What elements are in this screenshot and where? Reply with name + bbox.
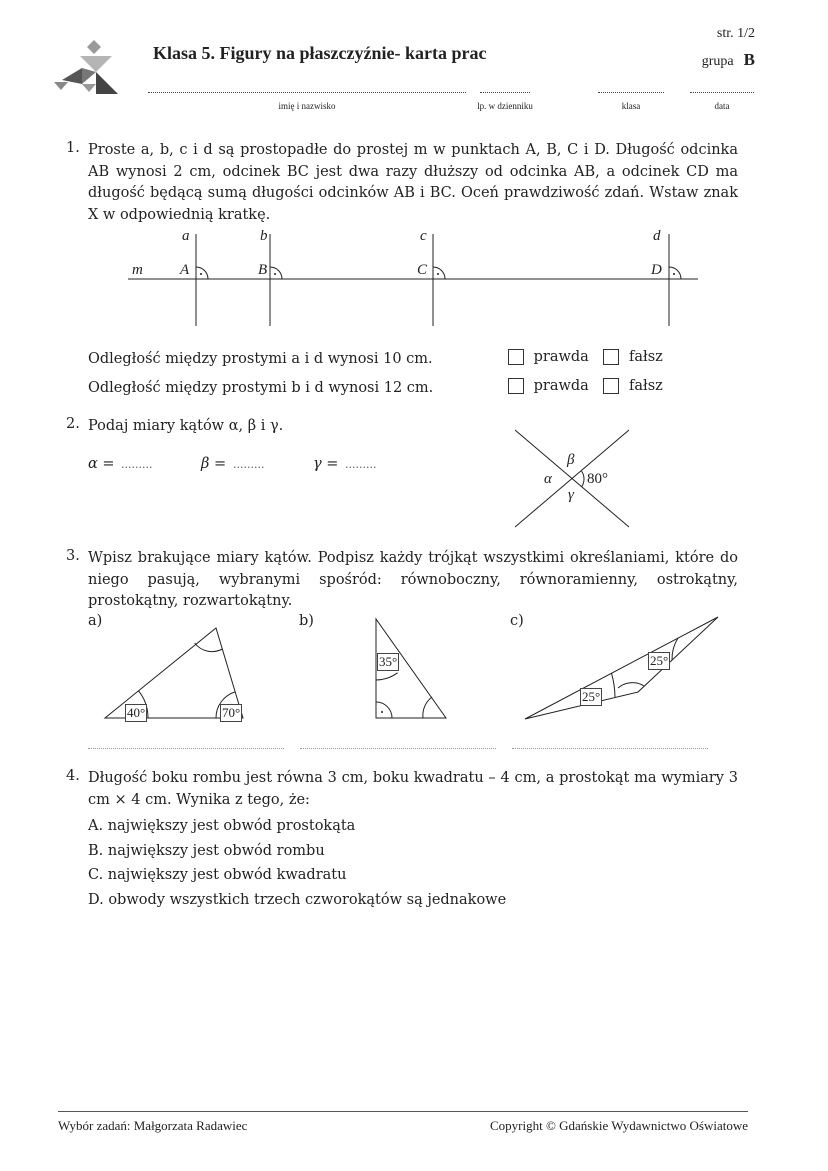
task4-number: 4. <box>66 768 80 784</box>
date-field-line[interactable] <box>690 92 754 93</box>
task4-text: Długość boku rombu jest równa 3 cm, boku kwadratu – 4 cm, a prostokąt ma wymiary 3 cm × 4 cm. Wynika z tego, że: <box>88 770 738 808</box>
triangle-c-angle-25-right: 25° <box>650 653 669 668</box>
triangle-c-angle-25-left: 25° <box>582 689 601 704</box>
triangle-b-label: b) <box>299 613 314 629</box>
task1-statement-2: Odległość między prostymi b i d wynosi 12 cm. <box>88 380 434 396</box>
task1-text: Proste a, b, c i d są prostopadłe do prostej m w punktach A, B, C i D. Długość odcinka AB wynosi 2 cm, odcinek BC jest dwa razy dłuższy od odcinka AB, a odcinek CD ma długość będącą sumą długości odcinków AB i BC. Oceń prawdziwość zdań. Wstaw znak X w odpowiednią kratkę. <box>88 142 738 223</box>
line-m-label: m <box>132 262 143 278</box>
task4-option-b[interactable]: B. największy jest obwód rombu <box>88 843 325 859</box>
line-d-label: d <box>653 228 661 244</box>
statement-1-false-checkbox[interactable] <box>603 349 619 365</box>
task1-statement-1: Odległość między prostymi a i d wynosi 10 cm. <box>88 351 433 367</box>
statement-1-true-checkbox[interactable] <box>508 349 524 365</box>
point-a-label: A <box>180 262 190 278</box>
task2-text: Podaj miary kątów α, β i γ. <box>88 418 284 434</box>
statement-1-false-label: fałsz <box>629 349 663 365</box>
task4-option-a[interactable]: A. największy jest obwód prostokąta <box>88 818 356 834</box>
beta-label: β <box>567 452 575 468</box>
line-c-label: c <box>420 228 427 244</box>
statement-2-false-checkbox[interactable] <box>603 378 619 394</box>
gamma-answer-blank[interactable]: ......... <box>345 458 377 471</box>
statement-2-true-label: prawda <box>533 378 589 394</box>
triangle-a-angle-40: 40° <box>127 705 146 720</box>
triangle-a-answer-line[interactable] <box>88 748 284 749</box>
line-a-label: a <box>182 228 190 244</box>
statement-1-answers <box>508 349 663 365</box>
task3-text: Wpisz brakujące miary kątów. Podpisz każdy trójkąt wszystkimi określaniami, które do niego pasują, wybranymi spośród: równoboczny, równoramienny, ostrokątny, prostokątny, rozwartokątny. <box>88 550 738 609</box>
triangle-c-answer-line[interactable] <box>512 748 708 749</box>
triangle-a-angle-70: 70° <box>222 705 241 720</box>
task3-number: 3. <box>66 548 80 564</box>
date-field-label: data <box>714 101 730 111</box>
task4-option-c[interactable]: C. największy jest obwód kwadratu <box>88 867 347 883</box>
footer-divider <box>58 1111 748 1112</box>
statement-2-false-label: fałsz <box>629 378 663 394</box>
gamma-answer-label: γ = <box>313 456 339 472</box>
angle-80-label: 80° <box>587 471 608 487</box>
line-b-label: b <box>260 228 268 244</box>
name-field-label: imię i nazwisko <box>278 101 336 111</box>
group-indicator: grupa B <box>701 50 755 69</box>
beta-answer-label: β = <box>201 456 227 472</box>
task1-number: 1. <box>66 140 80 156</box>
footer-author: Wybór zadań: Małgorzata Radawiec <box>58 1118 248 1133</box>
beta-answer-blank[interactable]: ......... <box>233 458 265 471</box>
statement-2-true-checkbox[interactable] <box>508 378 524 394</box>
point-c-label: C <box>417 262 428 278</box>
name-field-line[interactable] <box>148 92 466 93</box>
class-field-label: klasa <box>621 101 641 111</box>
register-number-field-label: lp. w dzienniku <box>477 101 533 111</box>
alpha-label: α <box>544 471 552 487</box>
publisher-logo <box>52 38 124 100</box>
triangle-b-answer-line[interactable] <box>300 748 496 749</box>
triangle-a-label: a) <box>88 613 103 629</box>
statement-2-answers <box>508 378 663 394</box>
page-title: Klasa 5. Figury na płaszczyźnie- karta prac <box>153 43 487 63</box>
gamma-label: γ <box>568 487 574 503</box>
point-b-label: B <box>258 262 268 278</box>
alpha-answer-label: α = <box>88 456 115 472</box>
triangle-b-angle-35: 35° <box>379 654 398 669</box>
task1-perpendicular-lines-figure <box>120 224 710 330</box>
footer-copyright: Copyright © Gdańskie Wydawnictwo Oświatowe <box>490 1118 748 1133</box>
task2-number: 2. <box>66 416 80 432</box>
task2-intersecting-lines-figure <box>512 428 632 530</box>
statement-1-true-label: prawda <box>533 349 589 365</box>
page-number: str. 1/2 <box>716 26 755 41</box>
alpha-answer-blank[interactable]: ......... <box>121 458 153 471</box>
triangle-c-label: c) <box>510 613 524 629</box>
triangle-c-figure <box>522 614 722 722</box>
point-d-label: D <box>651 262 662 278</box>
class-field-line[interactable] <box>598 92 664 93</box>
register-number-field-line[interactable] <box>480 92 530 93</box>
task4-option-d[interactable]: D. obwody wszystkich trzech czworokątów są jednakowe <box>88 892 507 908</box>
